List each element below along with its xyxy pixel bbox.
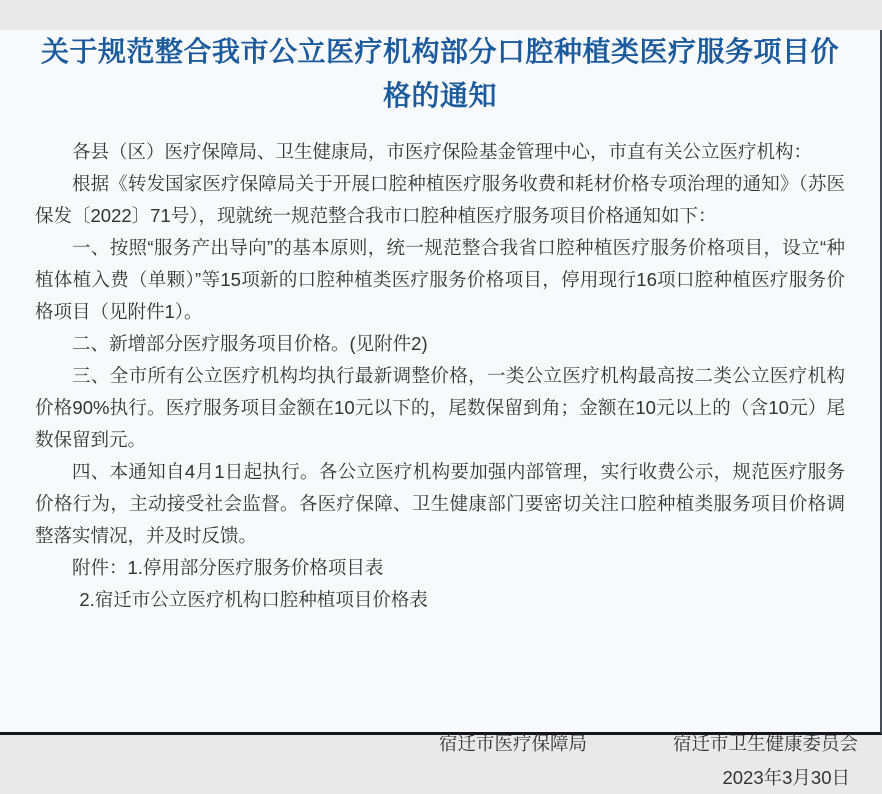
salutation-line: 各县（区）医疗保障局、卫生健康局，市医疗保险基金管理中心，市直有关公立医疗机构： (72, 141, 813, 162)
paragraph-item-4: 四、本通知自4月1日起执行。各公立医疗机构要加强内部管理，实行收费公示，规范医疗服务价格行为，主动接受社会监督。各医疗保障、卫生健康部门要密切关注口腔种植类服务项目价格调整落实情况，并及时反馈。 (35, 461, 845, 546)
notice-document-page (0, 30, 882, 788)
document-title: 关于规范整合我市公立医疗机构部分口腔种植类医疗服务项目价格的通知 (40, 36, 839, 111)
document-body (35, 136, 845, 616)
issuer-health-commission: 宿迁市卫生健康委员会 (672, 733, 858, 754)
issuer-signatures (0, 728, 858, 760)
paragraph-item-2: 二、新增部分医疗服务项目价格。(见附件2) (72, 333, 428, 354)
issuer-medical-insurance-bureau: 宿迁市医疗保障局 (438, 733, 587, 754)
paragraph-item-3: 三、全市所有公立医疗机构均执行最新调整价格，一类公立医疗机构最高按二类公立医疗机构价格90%执行。医疗服务项目金额在10元以下的，尾数保留到角；金额在10元以上的（含10元）尾数保留到元。 (35, 365, 845, 450)
attachment-line-2: 2.宿迁市公立医疗机构口腔种植项目价格表 (79, 589, 428, 610)
paragraph-basis: 根据《转发国家医疗保障局关于开展口腔种植医疗服务收费和耗材价格专项治理的通知》（苏医保发〔2022〕71号），现就统一规范整合我市口腔种植医疗服务项目价格通知如下： (35, 173, 845, 226)
attachment-line-1: 附件：1.停用部分医疗服务价格项目表 (72, 557, 384, 578)
issue-date: 2023年3月30日 (722, 767, 850, 788)
paragraph-item-1: 一、按照“服务产出导向”的基本原则，统一规范整合我省口腔种植医疗服务价格项目，设立“种植体植入费（单颗）”等15项新的口腔种植类医疗服务价格项目，停用现行16项口腔种植医疗服务价格项目（见附件1）。 (35, 237, 845, 322)
